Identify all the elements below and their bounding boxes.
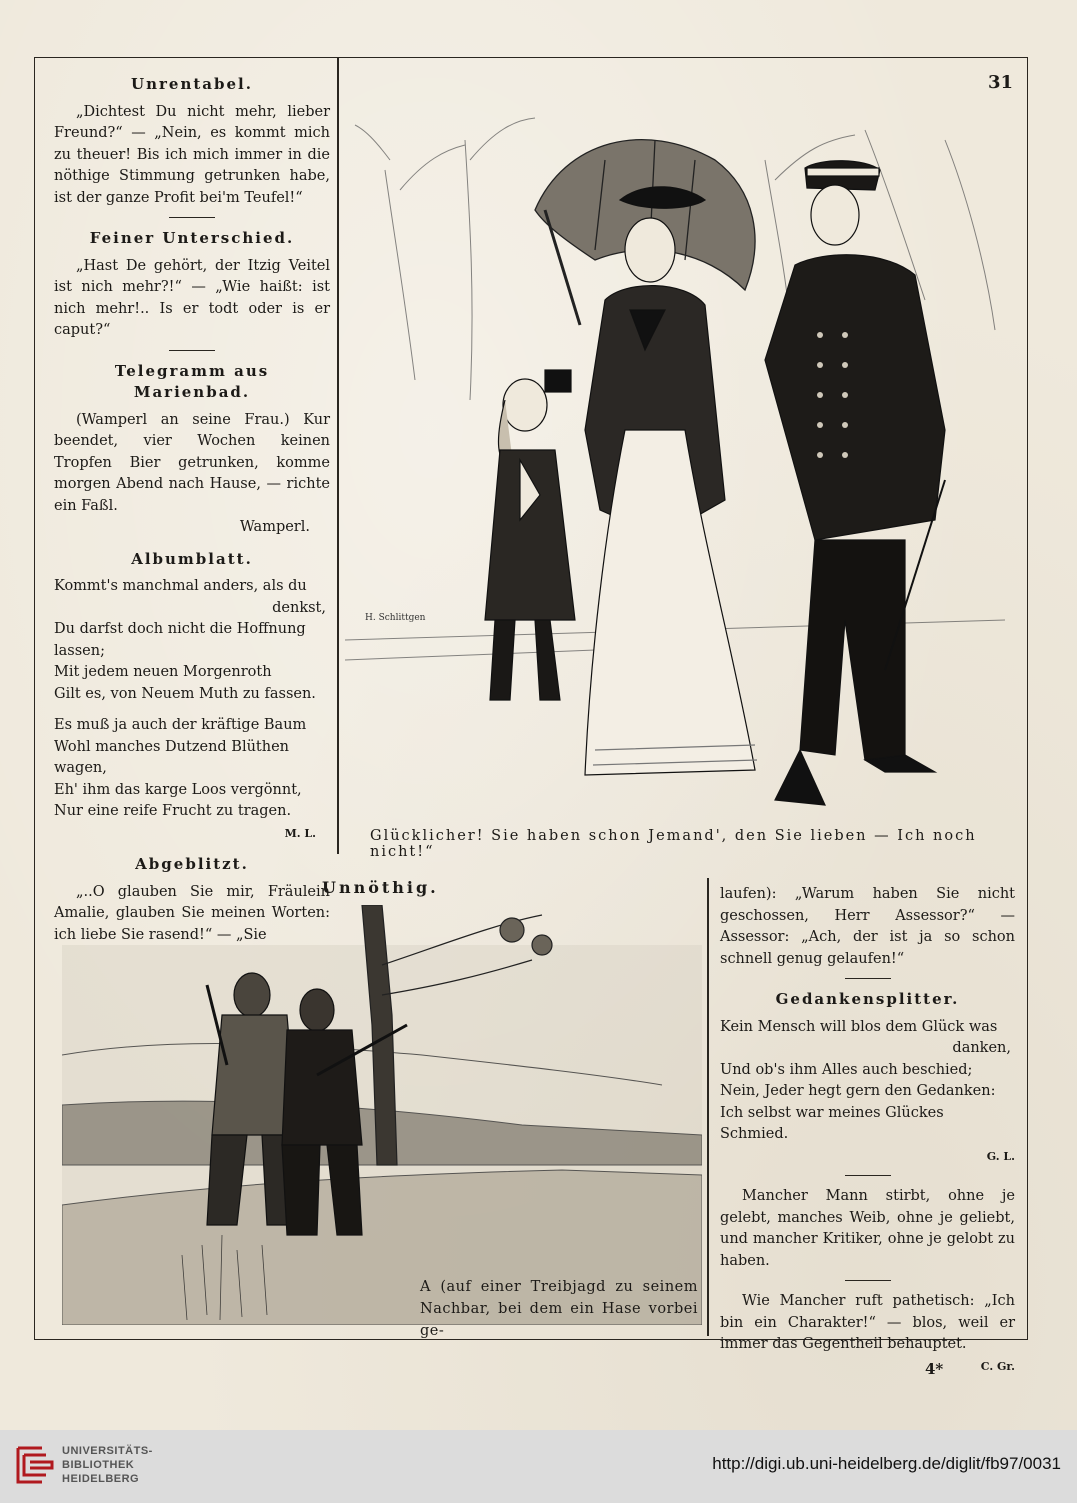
verse-line: Nein, Jeder hegt gern den Gedanken:	[720, 1083, 996, 1099]
officer-figure	[765, 161, 945, 805]
verse-line: Wohl manches Dutzend Blüthen wagen,	[54, 738, 290, 776]
divider	[845, 1175, 891, 1176]
verse-line: Ich selbst war meines Glückes Schmied.	[720, 1104, 944, 1142]
verse-line: Eh' ihm das karge Loos vergönnt,	[54, 781, 302, 798]
heading-albumblatt: Albumblatt.	[131, 549, 253, 568]
verse-line: Nur eine reife Frucht zu tragen.	[54, 803, 292, 819]
library-logo-icon	[14, 1442, 56, 1488]
source-url-link[interactable]: http://digi.ub.uni-heidelberg.de/diglit/fb97/0031	[712, 1454, 1061, 1473]
left-column	[54, 72, 330, 946]
library-name-line: HEIDELBERG	[62, 1473, 140, 1485]
divider	[169, 350, 215, 351]
illustration-promenade	[345, 100, 1020, 815]
right-column	[720, 884, 1015, 1377]
heading-unnoethig: Unnöthig.	[322, 878, 439, 897]
verse-line: danken,	[952, 1040, 1011, 1056]
caption-hunters: A (auf einer Treibjagd zu seinem Nachbar, bei dem ein Hase vorbei ge-	[420, 1279, 698, 1339]
text-unrentabel: „Dichtest Du nicht mehr, lieber Freund?“ — „Nein, es kommt mich zu theuer! Bis ich mich immer in die nöthige Stimmung getrunken habe, ist der ganze Profit bei'm Teufel!“	[54, 103, 330, 206]
heading-unrentabel: Unrentabel.	[131, 75, 253, 93]
caption-promenade: Glücklicher! Sie haben schon Jemand', den Sie lieben — Ich noch nicht!“	[370, 828, 977, 860]
heading-gedankensplitter: Gedankensplitter.	[775, 990, 960, 1008]
verse-line: Und ob's ihm Alles auch beschied;	[720, 1061, 973, 1078]
girl-figure	[485, 370, 575, 700]
library-name-line: BIBLIOTHEK	[62, 1459, 135, 1471]
footer-bar	[0, 1430, 1077, 1503]
verse-line: Gilt es, von Neuem Muth zu fassen.	[54, 685, 316, 702]
verse-line: denkst,	[272, 599, 326, 616]
heading-feiner-unterschied: Feiner Unterschied.	[89, 229, 295, 247]
heading-telegramm: Telegramm aus Marienbad.	[114, 361, 270, 401]
divider	[845, 1280, 891, 1281]
verse-line: Kommt's manchmal anders, als du	[54, 578, 307, 594]
verse-line: Kein Mensch will blos dem Glück was	[720, 1018, 998, 1035]
page-number: 31	[988, 72, 1014, 93]
text-aphorism-1: Mancher Mann stirbt, ohne je gelebt, manches Weib, ohne je geliebt, und mancher Kritiker, ohne je gelobt zu haben.	[720, 1188, 1015, 1269]
text-feiner-unterschied: „Hast De gehört, der Itzig Veitel ist nich mehr?!“ — „Wie haißt: ist nich mehr!.. Is er todt oder is er caput?“	[54, 257, 330, 338]
sheet-mark: 4*	[925, 1360, 944, 1378]
signature-gl: G. L.	[986, 1149, 1015, 1163]
illustration-hunters	[62, 905, 702, 1325]
verse-line: Du darfst doch nicht die Hoffnung lassen;	[54, 621, 306, 659]
text-unnoethig-cont: laufen): „Warum haben Sie nicht geschossen, Herr Assessor?“ — Assessor: „Ach, der ist ja so schon schnell genug gelaufen!“	[720, 886, 1015, 967]
signature-wamperl: Wamperl.	[239, 519, 310, 535]
column-rule-right	[707, 878, 709, 1336]
artist-signature: H. Schlittgen	[365, 613, 426, 623]
heading-abgeblitzt: Abgeblitzt.	[135, 855, 249, 873]
poem-albumblatt	[54, 576, 330, 844]
library-name-line: UNIVERSITÄTS-	[62, 1445, 153, 1457]
column-rule-left	[337, 57, 339, 854]
text-aphorism-2: Wie Mancher ruft pathetisch: „Ich bin ein Charakter!“ — blos, weil er immer das Gegentheil behauptet.	[720, 1293, 1015, 1352]
text-telegramm: (Wamperl an seine Frau.) Kur beendet, vier Wochen keinen Tropfen Bier getrunken, komme morgen Abend nach Hause, — richte ein Faßl.	[54, 411, 330, 514]
signature-cgr: C. Gr.	[980, 1359, 1015, 1373]
library-name	[62, 1444, 153, 1486]
signature-ml: M. L.	[284, 826, 316, 840]
verse-line: Es muß ja auch der kräftige Baum	[54, 717, 307, 733]
verse-line: Mit jedem neuen Morgenroth	[54, 664, 272, 680]
text-abgeblitzt: „..O glauben Sie mir, Fräulein Amalie, glauben Sie meinen Worten: ich liebe Sie rasend!“ — „Sie	[54, 883, 330, 943]
divider	[845, 978, 891, 979]
divider	[169, 217, 215, 218]
